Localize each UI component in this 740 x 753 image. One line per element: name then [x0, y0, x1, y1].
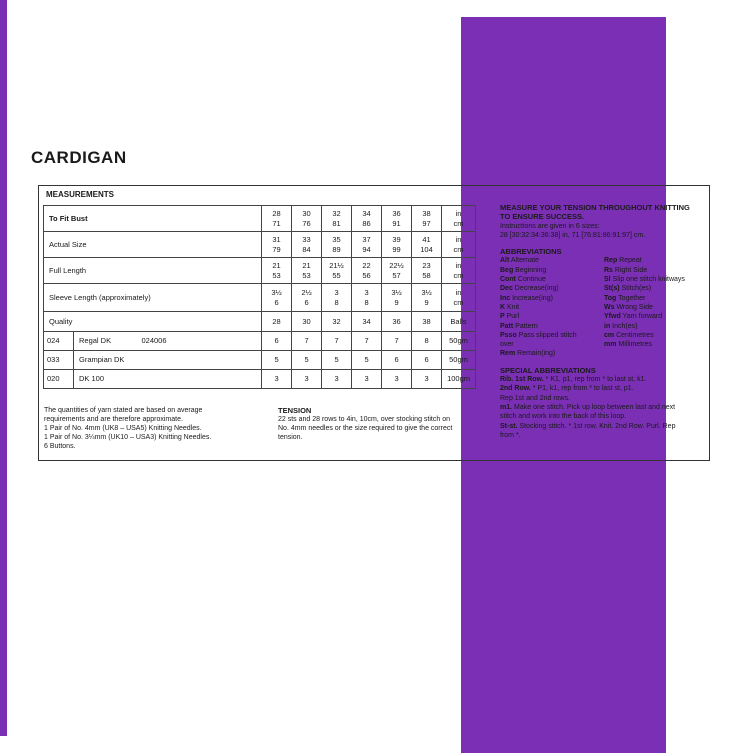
value-in: 21	[302, 260, 311, 270]
note-line: 6 Buttons.	[44, 443, 76, 450]
size-cell	[322, 206, 352, 232]
abbr-key: m1.	[500, 403, 513, 411]
abbr-text: Purl	[504, 313, 520, 321]
value-cm: 56	[362, 270, 371, 280]
abbr-item	[604, 303, 704, 312]
size-cell	[322, 232, 352, 258]
size-cell	[382, 206, 412, 232]
unit-cm: cm	[453, 297, 464, 307]
special-line	[500, 431, 705, 440]
abbr-key: Rib. 1st Row.	[500, 376, 544, 384]
abbr-text: Increase(ing)	[510, 294, 553, 302]
abbr-text: Stocking stitch. * 1st row. Knit. 2nd Row. Purl. Rep	[517, 422, 676, 430]
sizes-line-1: Instructions are given in 6 sizes:	[500, 222, 600, 230]
value-cm: 94	[362, 244, 371, 254]
sizes-line-2: 28 [30:32:34:36:38] in, 71 [76:81:86:91:97] cm.	[500, 231, 646, 239]
measure-heading-2: TO ENSURE SUCCESS.	[500, 212, 585, 222]
table-row	[44, 206, 476, 232]
abbr-item	[500, 275, 604, 284]
special-line	[500, 403, 705, 412]
value-cm: 76	[302, 218, 311, 228]
unit-cm: cm	[453, 218, 464, 228]
value-cm: 84	[302, 244, 311, 254]
value-in: 28	[272, 208, 281, 218]
size-cell	[262, 206, 292, 232]
ball-count: 7	[352, 332, 382, 351]
abbr-key: Rep	[604, 257, 618, 265]
yarn-name: Regal DK	[74, 332, 142, 351]
unit-cell	[442, 284, 476, 312]
abbr-key: Sl	[604, 276, 611, 284]
abbr-key: St(s)	[604, 285, 620, 293]
ball-count: 6	[382, 351, 412, 370]
value-cm: 58	[422, 270, 431, 280]
size-cell	[352, 284, 382, 312]
abbr-key: 2nd Row.	[500, 385, 531, 393]
quality-cell: 28	[262, 312, 292, 332]
row-label: Sleeve Length (approximately)	[44, 284, 262, 312]
value-cm: 9	[394, 297, 399, 307]
value-in: 35	[332, 234, 341, 244]
ball-count: 5	[322, 351, 352, 370]
yarn-code: 020	[44, 370, 74, 389]
size-cell	[352, 232, 382, 258]
abbr-row	[500, 284, 705, 293]
note-line: 1 Pair of No. 4mm (UK8 – USA5) Knitting Needles.	[44, 425, 202, 432]
size-cell	[292, 284, 322, 312]
size-cell	[412, 206, 442, 232]
abbr-item	[604, 275, 704, 284]
value-cm: 53	[302, 270, 311, 280]
abbr-row	[500, 266, 705, 275]
abbr-item	[500, 294, 604, 303]
abbr-item	[500, 256, 604, 265]
value-cm: 97	[422, 218, 431, 228]
unit-cm: cm	[453, 244, 464, 254]
special-line	[500, 394, 705, 403]
abbr-key: Psso	[500, 331, 517, 339]
abbr-key: mm	[604, 341, 617, 349]
abbr-item	[604, 284, 704, 293]
ball-count: 3	[322, 370, 352, 389]
value-cm: 79	[272, 244, 281, 254]
value-in: 22	[362, 260, 371, 270]
abbr-item	[604, 349, 704, 358]
value-in: 37	[362, 234, 371, 244]
unit-cell	[442, 206, 476, 232]
abbr-row	[500, 331, 705, 340]
value-cm: 55	[332, 270, 341, 280]
size-cell	[412, 232, 442, 258]
abbr-key: Alt	[500, 257, 510, 265]
materials-notes	[44, 406, 244, 451]
size-cell	[322, 284, 352, 312]
special-line	[500, 422, 705, 431]
abbr-row	[500, 303, 705, 312]
ball-count: 5	[292, 351, 322, 370]
unit-cell	[442, 232, 476, 258]
value-cm: 81	[332, 218, 341, 228]
abbr-item	[604, 312, 704, 321]
abbreviations-column	[500, 203, 705, 440]
abbr-text: Stitch(es)	[619, 285, 652, 293]
abbr-item	[500, 312, 604, 321]
measurements-heading: MEASUREMENTS	[46, 190, 115, 199]
value-in: 41	[422, 234, 431, 244]
table-row	[44, 258, 476, 284]
abbr-key: Ws	[604, 303, 615, 311]
value-in: 2½	[301, 287, 312, 297]
quality-cell: 36	[382, 312, 412, 332]
quality-cell: 32	[322, 312, 352, 332]
tension-line: No. 4mm needles or the size required to give the correct	[278, 425, 453, 432]
unit-in: in	[455, 208, 462, 218]
tension-block	[278, 406, 478, 442]
abbr-item	[500, 322, 604, 331]
pattern-panel	[38, 185, 710, 461]
abbr-item	[500, 284, 604, 293]
abbr-text: Remain(ing)	[515, 350, 556, 358]
abbreviations-heading: ABBREVIATIONS	[500, 247, 562, 257]
size-cell	[292, 258, 322, 284]
abbr-text: Right Side	[612, 266, 648, 274]
abbr-text: Inch(es)	[610, 322, 638, 330]
value-in: 38	[422, 208, 431, 218]
value-in: 3	[364, 287, 369, 297]
table-row	[44, 332, 476, 351]
abbr-item	[500, 340, 604, 349]
quality-cell: 34	[352, 312, 382, 332]
abbr-text: from *.	[500, 431, 521, 439]
abbr-text: Pass slipped stitch	[516, 331, 577, 339]
ball-count: 7	[322, 332, 352, 351]
abbr-key: P	[500, 313, 505, 321]
abbr-key: cm	[604, 331, 615, 339]
ball-count: 3	[382, 370, 412, 389]
unit-cell: 100gm	[442, 370, 476, 389]
size-cell	[382, 284, 412, 312]
abbr-key: K	[500, 303, 506, 311]
value-in: 3½	[391, 287, 402, 297]
note-line: 1 Pair of No. 3¼mm (UK10 – USA3) Knitting Needles.	[44, 434, 212, 441]
abbr-text: Slip one stitch knitways	[610, 276, 685, 284]
value-in: 32	[332, 208, 341, 218]
abbr-key: Rem	[500, 350, 516, 358]
abbr-text: Rep 1st and 2nd rows.	[500, 394, 571, 402]
table-row	[44, 312, 476, 332]
measurements-table	[43, 205, 476, 389]
unit-cell: Balls	[442, 312, 476, 332]
abbr-text: Together	[616, 294, 646, 302]
abbr-item	[604, 331, 704, 340]
table-row	[44, 284, 476, 312]
special-line	[500, 384, 705, 393]
unit-in: in	[455, 287, 462, 297]
abbr-text: Wrong Side	[614, 303, 653, 311]
ball-count: 6	[262, 332, 292, 351]
abbr-text: Millimetres	[616, 341, 652, 349]
abbr-key: Tog	[604, 294, 617, 302]
abbr-text: Make one stitch. Pick up loop between last and next	[512, 403, 676, 411]
value-cm: 6	[274, 297, 279, 307]
ball-count: 7	[382, 332, 412, 351]
size-cell	[352, 258, 382, 284]
unit-cell	[442, 258, 476, 284]
yarn-name: DK 100	[74, 370, 142, 389]
unit-cm: cm	[453, 270, 464, 280]
size-cell	[262, 258, 292, 284]
yarn-code: 033	[44, 351, 74, 370]
value-cm: 104	[420, 244, 433, 254]
ball-count: 3	[352, 370, 382, 389]
value-cm: 89	[332, 244, 341, 254]
unit-cell: 50gm	[442, 332, 476, 351]
unit-in: in	[455, 234, 462, 244]
size-cell	[352, 206, 382, 232]
ball-count: 6	[412, 351, 442, 370]
abbr-key: St-st.	[500, 422, 518, 430]
table-row	[44, 370, 476, 389]
abbr-text: Centimetres	[614, 331, 654, 339]
value-in: 30	[302, 208, 311, 218]
quality-cell: 30	[292, 312, 322, 332]
abbr-row	[500, 322, 705, 331]
row-label: To Fit Bust	[44, 206, 262, 232]
value-cm: 57	[392, 270, 401, 280]
value-in: 21½	[329, 260, 344, 270]
size-cell	[382, 232, 412, 258]
abbr-text: over	[500, 341, 514, 349]
page-title: CARDIGAN	[31, 148, 127, 167]
size-cell	[412, 284, 442, 312]
ball-count: 7	[292, 332, 322, 351]
yarn-code: 024	[44, 332, 74, 351]
abbr-text: Pattern	[513, 322, 538, 330]
yarn-name: Grampian DK	[74, 351, 142, 370]
abbr-row	[500, 256, 705, 265]
special-abbreviations-heading: SPECIAL ABBREVIATIONS	[500, 365, 596, 375]
abbr-text: stitch and work into the back of this loop.	[500, 413, 627, 421]
tension-line: tension.	[278, 434, 303, 441]
abbr-row	[500, 349, 705, 358]
value-in: 22½	[389, 260, 404, 270]
yarn-ref: 024006	[142, 332, 262, 351]
value-in: 3½	[421, 287, 432, 297]
abbr-key: Beg	[500, 266, 514, 274]
ball-count: 3	[292, 370, 322, 389]
value-cm: 8	[364, 297, 369, 307]
abbr-text: Knit	[505, 303, 520, 311]
size-cell	[412, 258, 442, 284]
value-cm: 6	[304, 297, 309, 307]
measure-heading-1: MEASURE YOUR TENSION THROUGHOUT KNITTING	[500, 203, 690, 212]
abbr-item	[500, 331, 604, 340]
row-label: Full Length	[44, 258, 262, 284]
size-cell	[382, 258, 412, 284]
abbr-text: Yarn forward	[620, 313, 663, 321]
abbr-text: Beginning	[513, 266, 547, 274]
abbr-row	[500, 340, 705, 349]
size-cell	[292, 232, 322, 258]
yarn-ref	[142, 351, 262, 370]
table-row	[44, 351, 476, 370]
abbr-row	[500, 294, 705, 303]
value-in: 3	[334, 287, 339, 297]
value-in: 39	[392, 234, 401, 244]
abbr-key: Yfwd	[604, 313, 621, 321]
value-cm: 71	[272, 218, 281, 228]
abbr-key: Inc	[500, 294, 511, 302]
abbr-key: Cont	[500, 276, 516, 284]
abbr-text: Repeat	[617, 257, 642, 265]
abbr-text: * P1, k1, rep from * to last st, p1.	[530, 385, 634, 393]
abbr-text: Decrease(ing)	[512, 285, 559, 293]
value-cm: 99	[392, 244, 401, 254]
abbr-text: Continue	[515, 276, 546, 284]
abbr-key: Patt	[500, 322, 514, 330]
value-in: 23	[422, 260, 431, 270]
value-cm: 9	[424, 297, 429, 307]
row-label: Actual Size	[44, 232, 262, 258]
note-line: The quantities of yarn stated are based on average	[44, 407, 203, 414]
special-line	[500, 412, 705, 421]
abbr-key: Rs	[604, 266, 613, 274]
abbr-item	[604, 322, 704, 331]
abbr-item	[604, 340, 704, 349]
value-in: 31	[272, 234, 281, 244]
ball-count: 5	[262, 351, 292, 370]
abbr-item	[500, 266, 604, 275]
abbr-text: * K1, p1, rep from * to last st, k1.	[543, 376, 647, 384]
value-in: 33	[302, 234, 311, 244]
value-cm: 91	[392, 218, 401, 228]
abbr-item	[604, 266, 704, 275]
value-in: 36	[392, 208, 401, 218]
note-line: requirements and are therefore approximate.	[44, 416, 183, 423]
value-in: 3½	[271, 287, 282, 297]
yarn-ref	[142, 370, 262, 389]
abbr-row	[500, 312, 705, 321]
abbr-text: Alternate	[509, 257, 539, 265]
value-cm: 86	[362, 218, 371, 228]
abbr-item	[604, 256, 704, 265]
size-cell	[292, 206, 322, 232]
left-border	[0, 0, 7, 736]
size-cell	[262, 284, 292, 312]
ball-count: 5	[352, 351, 382, 370]
ball-count: 3	[412, 370, 442, 389]
row-label: Quality	[44, 312, 262, 332]
abbr-row	[500, 275, 705, 284]
value-in: 34	[362, 208, 371, 218]
abbr-item	[500, 303, 604, 312]
unit-cell: 50gm	[442, 351, 476, 370]
abbr-key: in	[604, 322, 611, 330]
special-line	[500, 375, 705, 384]
tension-heading: TENSION	[278, 406, 312, 415]
quality-cell: 38	[412, 312, 442, 332]
value-cm: 8	[334, 297, 339, 307]
unit-in: in	[455, 260, 462, 270]
tension-line: 22 sts and 28 rows to 4in, 10cm, over stocking stitch on	[278, 416, 450, 423]
value-in: 21	[272, 260, 281, 270]
ball-count: 3	[262, 370, 292, 389]
abbr-item	[604, 294, 704, 303]
ball-count: 8	[412, 332, 442, 351]
abbr-key: Dec	[500, 285, 513, 293]
abbr-item	[500, 349, 604, 358]
size-cell	[322, 258, 352, 284]
table-row	[44, 232, 476, 258]
size-cell	[262, 232, 292, 258]
value-cm: 53	[272, 270, 281, 280]
